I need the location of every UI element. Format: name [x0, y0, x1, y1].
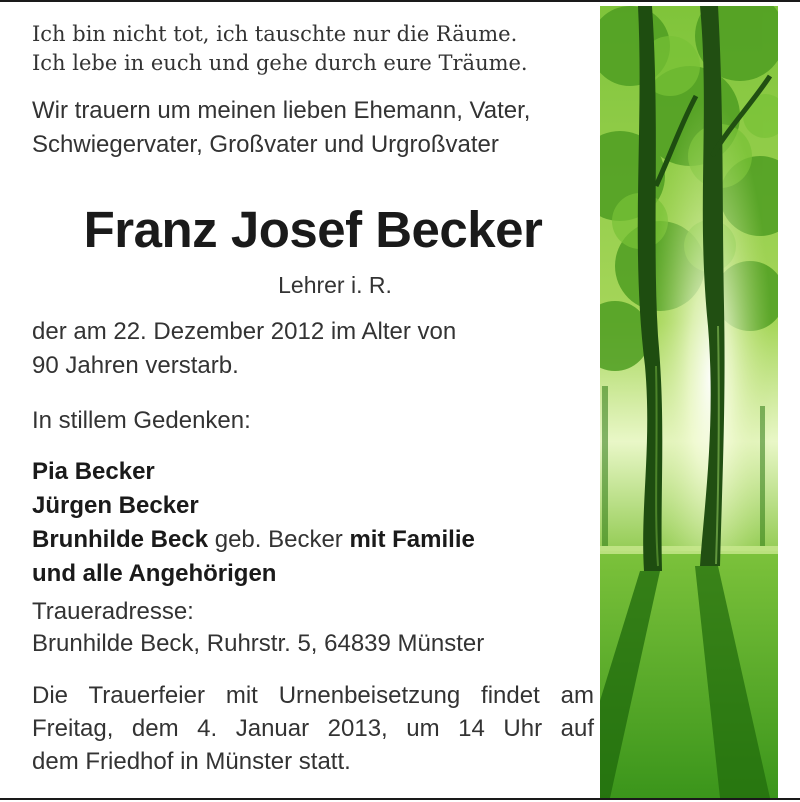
- mourner-1: Pia Becker: [32, 458, 155, 485]
- ceremony-line-1: Die Trauerfeier mit Urnenbeisetzung findet am: [32, 682, 594, 709]
- ceremony-line-2: Freitag, dem 4. Januar 2013, um 14 Uhr auf: [32, 715, 594, 742]
- mourning-address: [32, 596, 594, 660]
- deceased-title: Lehrer i. R.: [278, 272, 392, 298]
- mourner-3: [32, 523, 594, 557]
- death-line-1: der am 22. Dezember 2012 im Alter von: [32, 318, 457, 345]
- forest-trees-icon: [600, 6, 778, 798]
- memory-heading: In stillem Gedenken:: [32, 407, 251, 434]
- notice-text-column: [32, 2, 594, 802]
- forest-trees-image: [600, 6, 778, 798]
- mourner-3-name: Brunhilde Beck: [32, 526, 209, 553]
- death-statement: [32, 315, 594, 383]
- mourner-2: Jürgen Becker: [32, 492, 199, 519]
- mourner-3-maiden-name: geb. Becker: [208, 526, 350, 553]
- intro-line-1: Wir trauern um meinen lieben Ehemann, Vater,: [32, 97, 531, 124]
- ceremony-line-3: dem Friedhof in Münster statt.: [32, 748, 351, 775]
- mourner-3-family: mit Familie: [349, 526, 475, 553]
- death-line-2: 90 Jahren verstarb.: [32, 352, 239, 379]
- mourners-list: [32, 455, 594, 591]
- mourning-intro: [32, 94, 594, 162]
- intro-line-2: Schwiegervater, Großvater und Urgroßvater: [32, 131, 499, 158]
- address-label: Traueradresse:: [32, 598, 194, 625]
- verse-line-2: Ich lebe in euch und gehe durch eure Träume.: [32, 51, 528, 75]
- funeral-ceremony-info: [32, 679, 594, 778]
- deceased-name: Franz Josef Becker: [83, 201, 543, 258]
- memorial-verse: [32, 20, 594, 78]
- address-value: Brunhilde Beck, Ruhrstr. 5, 64839 Münster: [32, 630, 485, 657]
- mourner-4: und alle Angehörigen: [32, 560, 277, 587]
- verse-line-1: Ich bin nicht tot, ich tauschte nur die Räume.: [32, 22, 518, 46]
